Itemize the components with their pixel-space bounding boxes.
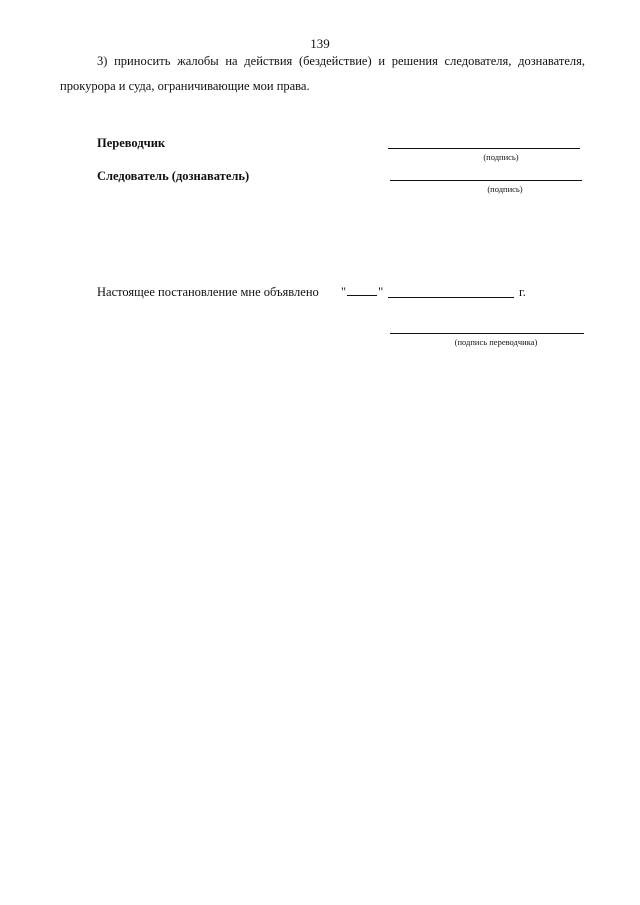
day-field xyxy=(341,284,383,300)
close-quote: " xyxy=(378,285,384,299)
translator-signature-caption: (подпись) xyxy=(483,152,519,162)
translator-signature-line xyxy=(388,148,580,149)
day-underline xyxy=(347,284,377,296)
paragraph-line-2: прокурора и суда, ограничивающие мои права. xyxy=(60,79,310,93)
investigator-signature-caption: (подпись) xyxy=(487,184,523,194)
announcement-signature-line xyxy=(390,333,584,334)
investigator-signature-line xyxy=(390,180,582,181)
page-number: 139 xyxy=(310,36,330,51)
month-underline xyxy=(388,297,514,298)
open-quote: " xyxy=(341,285,347,299)
announcement-text: Настоящее постановление мне объявлено xyxy=(97,285,319,299)
year-suffix: г. xyxy=(519,285,526,299)
announcement-signature-caption: (подпись переводчика) xyxy=(454,337,538,347)
paragraph-line-1: 3) приносить жалобы на действия (бездействие) и решения следователя, дознавателя, xyxy=(97,54,585,68)
translator-label: Переводчик xyxy=(97,136,166,150)
investigator-label: Следователь (дознаватель) xyxy=(97,169,250,183)
